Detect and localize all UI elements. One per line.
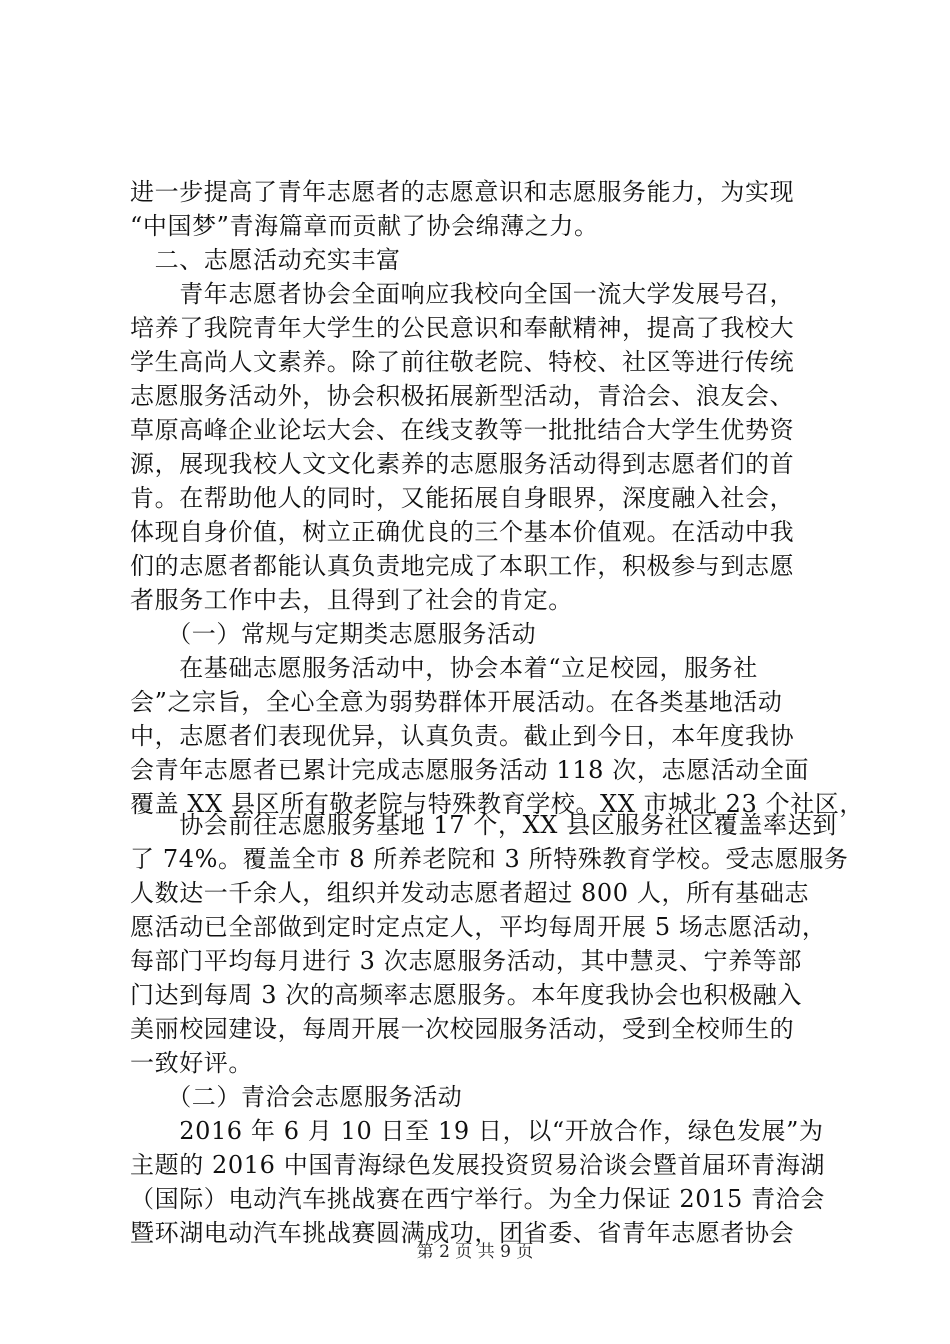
text-line: （国际）电动汽车挑战赛在西宁举行。为全力保证 2015 青洽会 — [130, 1185, 825, 1213]
text-line: 人数达一千余人，组织并发动志愿者超过 800 人，所有基础志 — [130, 879, 810, 907]
text-line: 了 74%。覆盖全市 8 所养老院和 3 所特殊教育学校。受志愿服务 — [130, 845, 849, 873]
text-line: 们的志愿者都能认真负责地完成了本职工作，积极参与到志愿 — [130, 552, 795, 580]
text-line: 暨环湖电动汽车挑战赛圆满成功，团省委、省青年志愿者协会 — [130, 1219, 795, 1247]
section-heading: 二、志愿活动充实丰富 — [130, 246, 401, 274]
text-line: 会青年志愿者已累计完成志愿服务活动 118 次，志愿活动全面 — [130, 756, 810, 784]
text-line: 每部门平均每月进行 3 次志愿服务活动，其中慧灵、宁养等部 — [130, 947, 802, 975]
text-line: 进一步提高了青年志愿者的志愿意识和志愿服务能力，为实现 — [130, 178, 795, 206]
text-line: 一致好评。 — [130, 1049, 253, 1077]
text-line: 者服务工作中去，且得到了社会的肯定。 — [130, 586, 573, 614]
text-line: 中，志愿者们表现优异，认真负责。截止到今日，本年度我协 — [130, 722, 795, 750]
text-line: 2016 年 6 月 10 日至 19 日，以“开放合作，绿色发展”为 — [130, 1117, 824, 1145]
text-line: 覆盖 XX 县区所有敬老院与特殊教育学校。XX 市城北 23 个社区， — [130, 790, 865, 818]
text-line: 学生高尚人文素养。除了前往敬老院、特校、社区等进行传统 — [130, 348, 795, 376]
text-line: 协会前往志愿服务基地 17 个，XX 县区服务社区覆盖率达到 — [130, 811, 837, 839]
text-line: “中国梦”青海篇章而贡献了协会绵薄之力。 — [130, 212, 599, 240]
text-line: 培养了我院青年大学生的公民意识和奉献精神，提高了我校大 — [130, 314, 795, 342]
page-number-footer: 第 2 页 共 9 页 — [416, 1242, 534, 1262]
text-line: 门达到每周 3 次的高频率志愿服务。本年度我协会也积极融入 — [130, 981, 802, 1009]
subsection-heading: （二）青洽会志愿服务活动 — [130, 1083, 463, 1111]
text-line: 体现自身价值，树立正确优良的三个基本价值观。在活动中我 — [130, 518, 795, 546]
text-line: 愿活动已全部做到定时定点定人，平均每周开展 5 场志愿活动， — [130, 913, 827, 941]
text-line: 肯。在帮助他人的同时，又能拓展自身眼界，深度融入社会， — [130, 484, 795, 512]
text-line: 青年志愿者协会全面响应我校向全国一流大学发展号召， — [130, 280, 795, 308]
subsection-heading: （一）常规与定期类志愿服务活动 — [130, 620, 537, 648]
text-line: 草原高峰企业论坛大会、在线支教等一批批结合大学生优势资 — [130, 416, 795, 444]
text-line: 在基础志愿服务活动中，协会本着“立足校园，服务社 — [130, 654, 758, 682]
text-line: 志愿服务活动外，协会积极拓展新型活动，青洽会、浪友会、 — [130, 382, 795, 410]
text-line: 主题的 2016 中国青海绿色发展投资贸易洽谈会暨首届环青海湖 — [130, 1151, 825, 1179]
text-line: 会”之宗旨，全心全意为弱势群体开展活动。在各类基地活动 — [130, 688, 783, 716]
text-line: 源，展现我校人文文化素养的志愿服务活动得到志愿者们的首 — [130, 450, 795, 478]
text-line: 美丽校园建设，每周开展一次校园服务活动，受到全校师生的 — [130, 1015, 795, 1043]
